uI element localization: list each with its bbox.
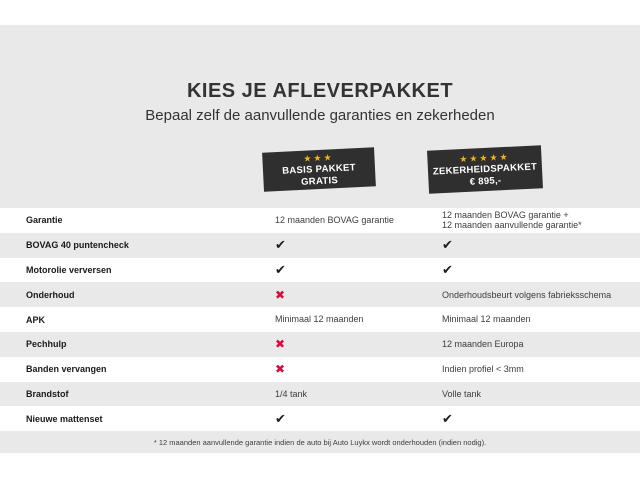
- table-row: [0, 258, 640, 283]
- check-icon: ✔: [442, 262, 453, 278]
- footnote: [0, 431, 640, 453]
- package-zekerheid-price: € 895,-: [469, 174, 502, 188]
- feature-label: Pechhulp: [26, 339, 67, 350]
- basis-value: [275, 289, 442, 302]
- feature-label: APK: [26, 314, 46, 325]
- table-row: [0, 233, 640, 258]
- package-basis-name: BASIS PAKKET: [281, 161, 357, 177]
- zekerheid-value: Onderhoudsbeurt volgens fabrieksschema: [442, 289, 612, 300]
- feature-label: Nieuwe mattenset: [26, 413, 103, 424]
- check-icon: ✔: [275, 411, 286, 427]
- package-basis-badge: [262, 147, 376, 191]
- basis-value: 1/4 tank: [275, 388, 308, 399]
- table-row: [0, 282, 640, 307]
- check-icon: ✔: [442, 411, 453, 427]
- star-icons-zekerheid: ★★★★★: [459, 151, 510, 164]
- page-title: KIES JE AFLEVERPAKKET: [186, 80, 454, 102]
- feature-label: Onderhoud: [26, 289, 75, 300]
- package-zekerheid-name: ZEKERHEIDSPAKKET: [432, 160, 538, 178]
- zekerheid-value: Minimaal 12 maanden: [442, 314, 531, 325]
- table-row: [0, 357, 640, 382]
- zekerheid-value: 12 maanden Europa: [442, 339, 524, 350]
- zekerheid-value: [442, 263, 640, 277]
- package-basis-price: GRATIS: [300, 174, 339, 188]
- feature-label: Garantie: [26, 215, 63, 226]
- basis-value: [275, 412, 442, 426]
- feature-label: BOVAG 40 puntencheck: [26, 240, 129, 251]
- table-row: [0, 406, 640, 431]
- cross-icon: ✖: [275, 287, 286, 302]
- basis-value: [275, 263, 442, 277]
- footnote-text: * 12 maanden aanvullende garantie indien de auto bij Auto Luykx wordt onderhouden (indien nodig).: [153, 437, 487, 447]
- basis-value: [275, 338, 442, 351]
- table-row: [0, 332, 640, 357]
- package-zekerheid-badge: [427, 145, 543, 194]
- table-row: [0, 208, 640, 233]
- cross-icon: ✖: [275, 361, 286, 376]
- basis-value: [275, 238, 442, 252]
- star-icons-basis: ★★★: [303, 151, 334, 164]
- check-icon: ✔: [275, 237, 286, 253]
- basis-value: Minimaal 12 maanden: [275, 314, 364, 325]
- zekerheid-value: [442, 238, 640, 252]
- feature-label: Banden vervangen: [26, 364, 107, 375]
- check-icon: ✔: [275, 262, 286, 278]
- page-subtitle: Bepaal zelf de aanvullende garanties en zekerheden: [145, 107, 495, 124]
- zekerheid-value: 12 maanden BOVAG garantie + 12 maanden aanvullende garantie*: [442, 209, 582, 231]
- feature-label: Brandstof: [26, 388, 69, 399]
- comparison-table: [0, 208, 640, 431]
- zekerheid-value: Volle tank: [442, 388, 482, 399]
- table-row: [0, 382, 640, 407]
- feature-label: Motorolie verversen: [26, 264, 112, 275]
- basis-value: 12 maanden BOVAG garantie: [275, 215, 394, 226]
- table-row: [0, 307, 640, 332]
- zekerheid-value: [442, 412, 640, 426]
- check-icon: ✔: [442, 237, 453, 253]
- basis-value: [275, 363, 442, 376]
- cross-icon: ✖: [275, 337, 286, 352]
- zekerheid-value: Indien profiel < 3mm: [442, 363, 524, 374]
